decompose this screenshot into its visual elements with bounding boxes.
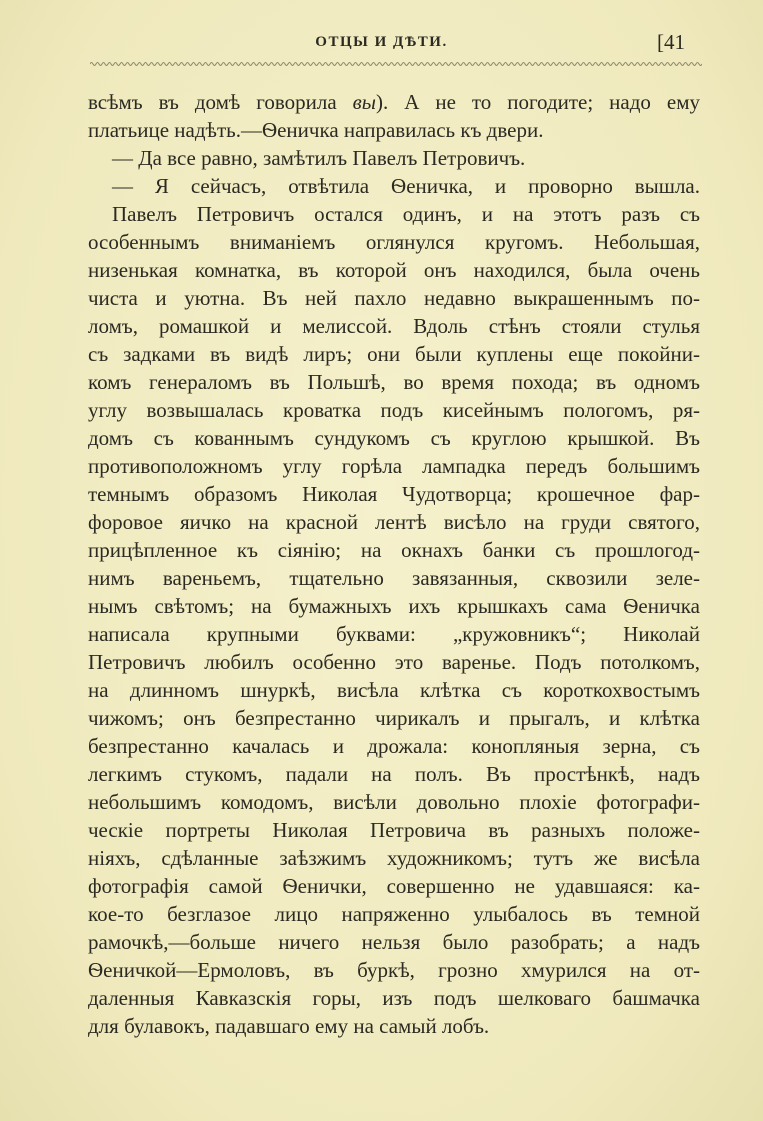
text-line: форовое яичко на красной лентѣ висѣло на груди святого, [88, 510, 700, 534]
text-line: кое-то безглазое лицо напряженно улыбалось въ темной [88, 902, 700, 926]
text-line: написала крупными буквами: „кружовникъ“; Николай [88, 622, 700, 646]
text-line: на длинномъ шнуркѣ, висѣла клѣтка съ короткохвостымъ [88, 678, 700, 702]
text-line: съ задками въ видѣ лиръ; они были куплены еще покойни- [88, 342, 700, 366]
text-line: ческіе портреты Николая Петровича въ разныхъ положе- [88, 818, 700, 842]
text-line: Ѳеничкой—Ермоловъ, въ буркѣ, грозно хмурился на от- [88, 958, 700, 982]
wavy-header-rule [90, 60, 702, 68]
text-line: нымъ свѣтомъ; на бумажныхъ ихъ крышкахъ сама Ѳеничка [88, 594, 700, 618]
text-line: даленныя Кавказскія горы, изъ подъ шелковаго башмачка [88, 986, 700, 1010]
text-line: темнымъ образомъ Николая Чудотворца; крошечное фар- [88, 482, 700, 506]
text-line [88, 88, 700, 116]
text-line: рамочкѣ,—больше ничего нельзя было разобрать; а надъ [88, 930, 700, 954]
text-line: небольшимъ комодомъ, висѣли довольно плохіе фотографи- [88, 790, 700, 814]
text-line: комъ генераломъ въ Польшѣ, во время похода; въ одномъ [88, 370, 700, 394]
text-line: фотографія самой Ѳенички, совершенно не удавшаяся: ка- [88, 874, 700, 898]
text-line: Петровичъ любилъ особенно это варенье. Подъ потолкомъ, [88, 650, 700, 674]
text-line: прицѣпленное къ сіянію; на окнахъ банки съ прошлогод- [88, 538, 700, 562]
text-line: домъ съ кованнымъ сундукомъ съ круглою крышкой. Въ [88, 426, 700, 450]
text-line: безпрестанно качалась и дрожала: конопляныя зерна, съ [88, 734, 700, 758]
text-line: низенькая комнатка, въ которой онъ находился, была очень [88, 258, 700, 282]
italic-word: вы [352, 90, 376, 114]
text-line: нимъ вареньемъ, тщательно завязанныя, сквозили зеле- [88, 566, 700, 590]
body-text [88, 88, 700, 1040]
text-span: ). А не то погодите; надо ему [376, 90, 700, 114]
text-line: платьице надѣть.—Ѳеничка направилась къ двери. [88, 118, 544, 142]
text-line: — Я сейчасъ, отвѣтила Ѳеничка, и проворно вышла. [112, 174, 700, 198]
text-line: Павелъ Петровичъ остался одинъ, и на этотъ разъ съ [112, 202, 700, 226]
text-line: углу возвышалась кроватка подъ кисейнымъ пологомъ, ря- [88, 398, 700, 422]
text-line: чижомъ; онъ безпрестанно чирикалъ и прыгалъ, и клѣтка [88, 706, 700, 730]
text-line: для булавокъ, падавшаго ему на самый лобъ. [88, 1014, 490, 1038]
text-line: ніяхъ, сдѣланные заѣзжимъ художникомъ; тутъ же висѣла [88, 846, 700, 870]
text-span: всѣмъ въ домѣ говорила [88, 90, 353, 114]
text-line: противоположномъ углу горѣла лампадка передъ большимъ [88, 454, 700, 478]
text-line: — Да все равно, замѣтилъ Павелъ Петровичъ. [112, 146, 526, 170]
running-title: ОТЦЫ И ДѢТИ. [315, 34, 448, 50]
page-number: [41 [657, 30, 685, 54]
text-line: ломъ, ромашкой и мелиссой. Вдоль стѣнъ стояли стулья [88, 314, 700, 338]
text-line: чиста и уютна. Въ ней пахло недавно выкрашеннымъ по- [88, 286, 700, 310]
text-line: особеннымъ вниманіемъ оглянулся кругомъ. Небольшая, [88, 230, 700, 254]
text-line: легкимъ стукомъ, падали на полъ. Въ простѣнкѣ, надъ [88, 762, 700, 786]
